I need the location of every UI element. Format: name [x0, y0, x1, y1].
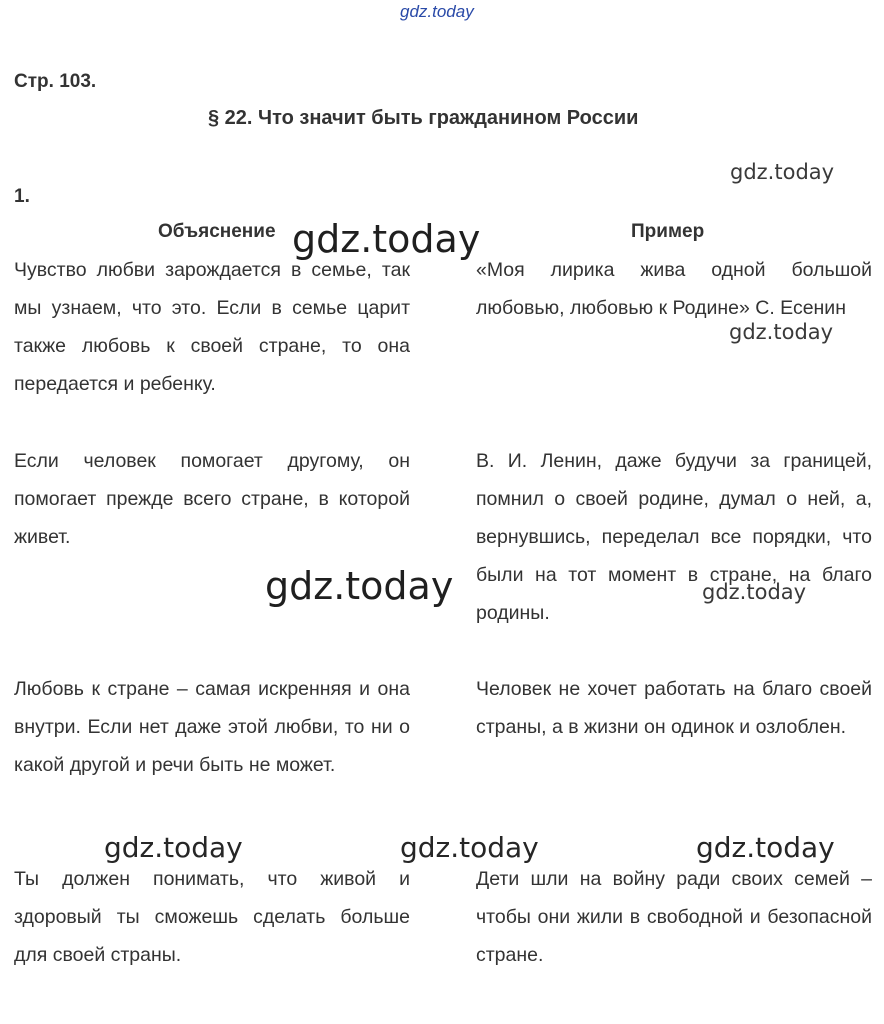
watermark-1: gdz.today: [730, 160, 835, 184]
watermark-6: gdz.today: [104, 831, 243, 864]
watermark-4: gdz.today: [265, 564, 454, 608]
example-paragraph-1: «Моя лирика жива одной большой любовью, любовью к Родине» С. Есенин: [476, 259, 872, 319]
task-number: 1.: [14, 186, 30, 207]
watermark-2: gdz.today: [292, 217, 481, 261]
explanation-paragraph-1: Чувство любви зарождается в семье, так мы узнаем, что это. Если в семье царит также любовь к своей стране, то она передается и ребенку.: [14, 259, 410, 395]
watermark-3: gdz.today: [729, 320, 834, 344]
top-watermark: gdz.today: [400, 2, 474, 21]
explanation-paragraph-4: Ты должен понимать, что живой и здоровый ты сможешь сделать больше для своей страны.: [14, 868, 410, 966]
example-paragraph-3: Человек не хочет работать на благо своей страны, а в жизни он одинок и озлоблен.: [476, 678, 872, 738]
explanation-paragraph-2: Если человек помогает другому, он помогает прежде всего стране, в которой живет.: [14, 450, 410, 548]
page-number: Стр. 103.: [14, 71, 97, 92]
column-header-example: Пример: [631, 221, 705, 242]
example-paragraph-2: В. И. Ленин, даже будучи за границей, помнил о своей родине, думал о ней, а, вернувшись, переделал все порядки, что были на тот момент в стране, на благо родины.: [476, 450, 872, 624]
column-header-explanation: Объяснение: [158, 221, 276, 242]
example-paragraph-4: Дети шли на войну ради своих семей – чтобы они жили в свободной и безопасной стране.: [476, 868, 872, 966]
watermark-7: gdz.today: [400, 831, 539, 864]
explanation-paragraph-3: Любовь к стране – самая искренняя и она внутри. Если нет даже этой любви, то ни о какой другой и речи быть не может.: [14, 678, 410, 776]
watermark-8: gdz.today: [696, 831, 835, 864]
watermark-5: gdz.today: [702, 580, 807, 604]
section-title: § 22. Что значит быть гражданином России: [208, 107, 639, 129]
